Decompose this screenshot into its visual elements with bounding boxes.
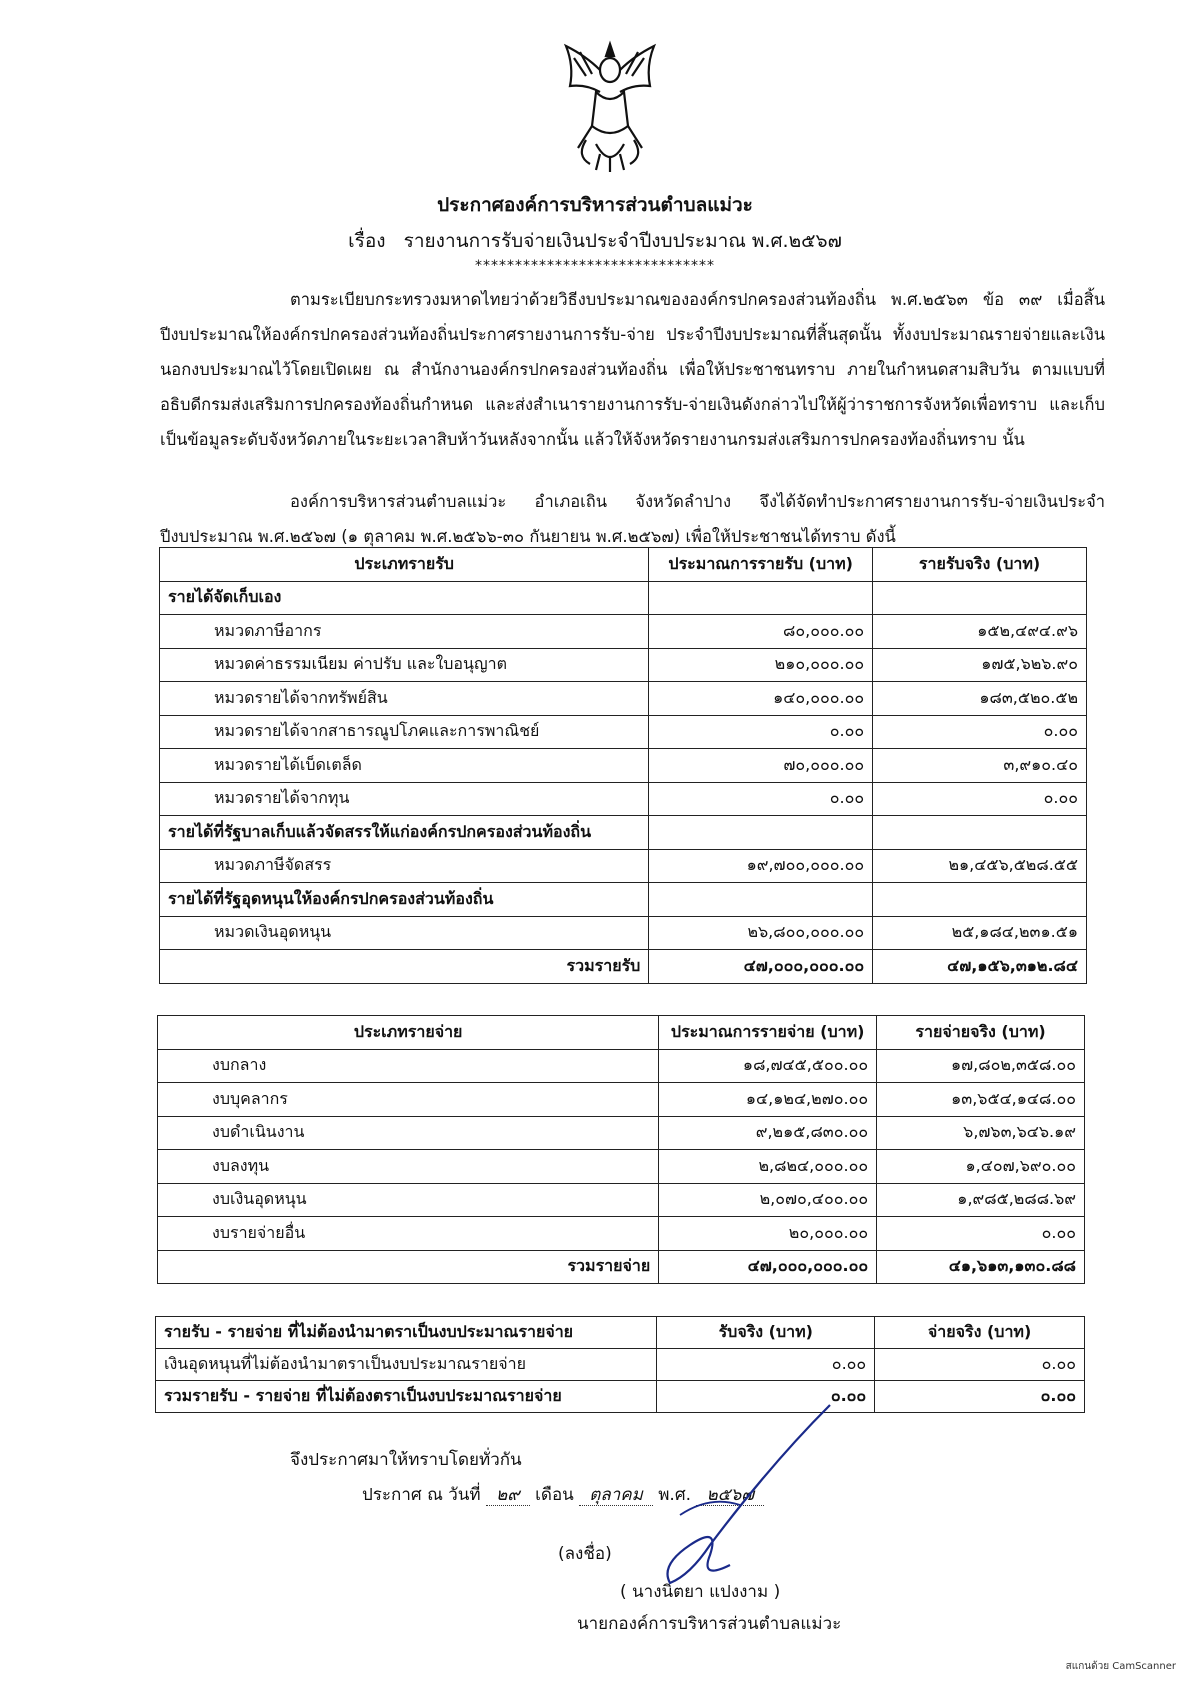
income-header-row (160, 548, 1087, 582)
extra-total-received: ๐.๐๐ (657, 1381, 875, 1413)
expense-estimate: ๒๐,๐๐๐.๐๐ (659, 1217, 877, 1251)
extra-total-label: รวมรายรับ - รายจ่าย ที่ไม่ต้องตราเป็นงบประมาณรายจ่าย (156, 1381, 657, 1413)
income-estimate: ๑๙,๗๐๐,๐๐๐.๐๐ (649, 849, 873, 883)
income-actual: ๓,๙๑๐.๔๐ (873, 749, 1087, 783)
subject-prefix: เรื่อง (348, 230, 386, 252)
income-actual: ๑๕๒,๔๙๔.๙๖ (873, 615, 1087, 649)
table-row (158, 1217, 1085, 1251)
expense-estimate: ๙,๒๑๕,๘๓๐.๐๐ (659, 1116, 877, 1150)
extra-label: เงินอุดหนุนที่ไม่ต้องนำมาตราเป็นงบประมาณรายจ่าย (156, 1349, 657, 1381)
income-estimate: ๒๖,๘๐๐,๐๐๐.๐๐ (649, 916, 873, 950)
income-label: หมวดภาษีอากร (160, 615, 649, 649)
income-total-label: รวมรายรับ (160, 950, 649, 984)
extra-paid: ๐.๐๐ (875, 1349, 1085, 1381)
income-header-type: ประเภทรายรับ (160, 548, 649, 582)
table-row (160, 782, 1087, 816)
extra-header-received: รับจริง (บาท) (657, 1317, 875, 1349)
signer-name: ( นางนิตยา แปงงาม ) (620, 1582, 781, 1602)
income-total-actual: ๔๗,๑๕๖,๓๑๒.๘๔ (873, 950, 1087, 984)
income-label: หมวดเงินอุดหนุน (160, 916, 649, 950)
income-estimate: ๐.๐๐ (649, 715, 873, 749)
income-table (159, 547, 1087, 984)
income-actual: ๐.๐๐ (873, 715, 1087, 749)
expense-label: งบบุคลากร (158, 1083, 659, 1117)
income-section-row (160, 581, 1087, 615)
income-label: หมวดรายได้จากทรัพย์สิน (160, 682, 649, 716)
date-month-label: เดือน (535, 1485, 574, 1505)
expense-actual: ๐.๐๐ (877, 1217, 1085, 1251)
table-row (158, 1150, 1085, 1184)
income-actual: ๒๕,๑๘๔,๒๓๑.๕๑ (873, 916, 1087, 950)
income-total-row (160, 950, 1087, 984)
expense-label: งบดำเนินงาน (158, 1116, 659, 1150)
expense-total-actual: ๔๑,๖๑๓,๑๓๐.๘๘ (877, 1250, 1085, 1284)
extra-received: ๐.๐๐ (657, 1349, 875, 1381)
extra-total-row (156, 1381, 1085, 1413)
table-row (158, 1049, 1085, 1083)
income-estimate: ๑๔๐,๐๐๐.๐๐ (649, 682, 873, 716)
income-actual: ๑๘๓,๕๒๐.๕๒ (873, 682, 1087, 716)
signer-title: นายกองค์การบริหารส่วนตำบลแม่วะ (577, 1614, 842, 1634)
expense-actual: ๑,๔๐๗,๖๙๐.๐๐ (877, 1150, 1085, 1184)
table-row (158, 1183, 1085, 1217)
income-estimate: ๗๐,๐๐๐.๐๐ (649, 749, 873, 783)
table-row (160, 682, 1087, 716)
income-label: หมวดรายได้จากสาธารณูปโภคและการพาณิชย์ (160, 715, 649, 749)
income-actual: ๐.๐๐ (873, 782, 1087, 816)
expense-estimate: ๒,๘๒๔,๐๐๐.๐๐ (659, 1150, 877, 1184)
extra-header-type: รายรับ - รายจ่าย ที่ไม่ต้องนำมาตราเป็นงบประมาณรายจ่าย (156, 1317, 657, 1349)
handwritten-signature (650, 1395, 850, 1585)
expense-label: งบกลาง (158, 1049, 659, 1083)
income-section-title: รายได้ที่รัฐบาลเก็บแล้วจัดสรรให้แก่องค์กรปกครองส่วนท้องถิ่น (160, 816, 649, 850)
expense-estimate: ๑๔,๑๒๔,๒๗๐.๐๐ (659, 1083, 877, 1117)
paragraph-regulation: ตามระเบียบกระทรวงมหาดไทยว่าด้วยวิธีงบประมาณขององค์กรปกครองส่วนท้องถิ่น พ.ศ.๒๕๖๓ ข้อ ๓๙ เมื่อสิ้นปีงบประมาณให้องค์กรปกครองส่วนท้องถิ่นประกาศรายงานการรับ-จ่าย ประจำปีงบประมาณที่สิ้นสุดนั้น ทั้งงบประมาณรายจ่ายและเงินนอกงบประมาณไว้โดยเปิดเผย ณ สำนักงานองค์กรปกครองส่วนท้องถิ่น เพื่อให้ประชาชนทราบ ภายในกำหนดสามสิบวัน ตามแบบที่อธิบดีกรมส่งเสริมการปกครองท้องถิ่นกำหนด และส่งสำเนารายงานการรับ-จ่ายเงินดังกล่าวไปให้ผู้ว่าราชการจังหวัดเพื่อทราบ และเก็บเป็นข้อมูลระดับจังหวัดภายในระยะเวลาสิบห้าวันหลังจากนั้น แล้วให้จังหวัดรายงานกรมส่งเสริมการปกครองท้องถิ่นทราบ นั้น (160, 290, 1105, 449)
extra-budget-table (155, 1316, 1085, 1413)
income-estimate: ๒๑๐,๐๐๐.๐๐ (649, 648, 873, 682)
expense-label: งบลงทุน (158, 1150, 659, 1184)
date-day: ๒๙ (486, 1485, 530, 1506)
extra-total-paid: ๐.๐๐ (875, 1381, 1085, 1413)
expense-label: งบรายจ่ายอื่น (158, 1217, 659, 1251)
income-total-estimate: ๔๗,๐๐๐,๐๐๐.๐๐ (649, 950, 873, 984)
separator-stars: ****************************** (475, 258, 715, 274)
table-row (160, 648, 1087, 682)
table-row (158, 1116, 1085, 1150)
announcement-title: ประกาศองค์การบริหารส่วนตำบลแม่วะ (437, 194, 753, 216)
income-actual: ๒๑,๔๕๖,๕๒๘.๕๕ (873, 849, 1087, 883)
date-month: ตุลาคม (579, 1485, 653, 1506)
expense-actual: ๑๗,๘๐๒,๓๕๘.๐๐ (877, 1049, 1085, 1083)
closing-announce: จึงประกาศมาให้ทราบโดยทั่วกัน (290, 1450, 522, 1470)
garuda-emblem-icon (556, 36, 664, 176)
table-row (158, 1083, 1085, 1117)
date-year: ๒๕๖๗ (696, 1485, 764, 1506)
expense-actual: ๑๓,๖๕๔,๑๔๘.๐๐ (877, 1083, 1085, 1117)
table-row (160, 615, 1087, 649)
table-row (156, 1349, 1085, 1381)
income-header-actual: รายรับจริง (บาท) (873, 548, 1087, 582)
income-header-estimate: ประมาณการรายรับ (บาท) (649, 548, 873, 582)
income-section-row (160, 883, 1087, 917)
table-row (160, 715, 1087, 749)
expense-label: งบเงินอุดหนุน (158, 1183, 659, 1217)
expense-actual: ๑,๙๘๕,๒๘๘.๖๙ (877, 1183, 1085, 1217)
extra-header-row (156, 1317, 1085, 1349)
expense-total-label: รวมรายจ่าย (158, 1250, 659, 1284)
expense-total-row (158, 1250, 1085, 1284)
table-row (160, 849, 1087, 883)
expense-actual: ๖,๗๖๓,๖๔๖.๑๙ (877, 1116, 1085, 1150)
income-section-title: รายได้จัดเก็บเอง (160, 581, 649, 615)
subject-text: รายงานการรับจ่ายเงินประจำปีงบประมาณ พ.ศ.๒๕๖๗ (403, 230, 842, 252)
income-actual: ๑๗๕,๖๒๖.๙๐ (873, 648, 1087, 682)
expense-header-row (158, 1016, 1085, 1050)
income-label: หมวดรายได้จากทุน (160, 782, 649, 816)
sign-label: (ลงชื่อ) (558, 1544, 612, 1564)
extra-header-paid: จ่ายจริง (บาท) (875, 1317, 1085, 1349)
date-prefix: ประกาศ ณ วันที่ (362, 1485, 481, 1505)
date-year-label: พ.ศ. (658, 1485, 692, 1505)
expense-header-type: ประเภทรายจ่าย (158, 1016, 659, 1050)
paragraph-intro: องค์การบริหารส่วนตำบลแม่วะ อำเภอเถิน จังหวัดลำปาง จึงได้จัดทำประกาศรายงานการรับ-จ่ายเงินประจำปีงบประมาณ พ.ศ.๒๕๖๗ (๑ ตุลาคม พ.ศ.๒๕๖๖-๓๐ กันยายน พ.ศ.๒๕๖๗) เพื่อให้ประชาชนได้ทราบ ดังนี้ (160, 492, 1105, 546)
table-row (160, 749, 1087, 783)
expense-header-estimate: ประมาณการรายจ่าย (บาท) (659, 1016, 877, 1050)
expense-header-actual: รายจ่ายจริง (บาท) (877, 1016, 1085, 1050)
income-estimate: ๘๐,๐๐๐.๐๐ (649, 615, 873, 649)
expense-table (157, 1015, 1085, 1284)
income-section-row (160, 816, 1087, 850)
income-section-title: รายได้ที่รัฐอุดหนุนให้องค์กรปกครองส่วนท้องถิ่น (160, 883, 649, 917)
income-label: หมวดภาษีจัดสรร (160, 849, 649, 883)
expense-estimate: ๑๘,๗๔๕,๕๐๐.๐๐ (659, 1049, 877, 1083)
expense-total-estimate: ๔๗,๐๐๐,๐๐๐.๐๐ (659, 1250, 877, 1284)
expense-estimate: ๒,๐๗๐,๔๐๐.๐๐ (659, 1183, 877, 1217)
scanner-watermark: สแกนด้วย CamScanner (1065, 1661, 1176, 1672)
income-label: หมวดค่าธรรมเนียม ค่าปรับ และใบอนุญาต (160, 648, 649, 682)
income-label: หมวดรายได้เบ็ดเตล็ด (160, 749, 649, 783)
income-estimate: ๐.๐๐ (649, 782, 873, 816)
announcement-subject (0, 226, 1190, 256)
table-row (160, 916, 1087, 950)
